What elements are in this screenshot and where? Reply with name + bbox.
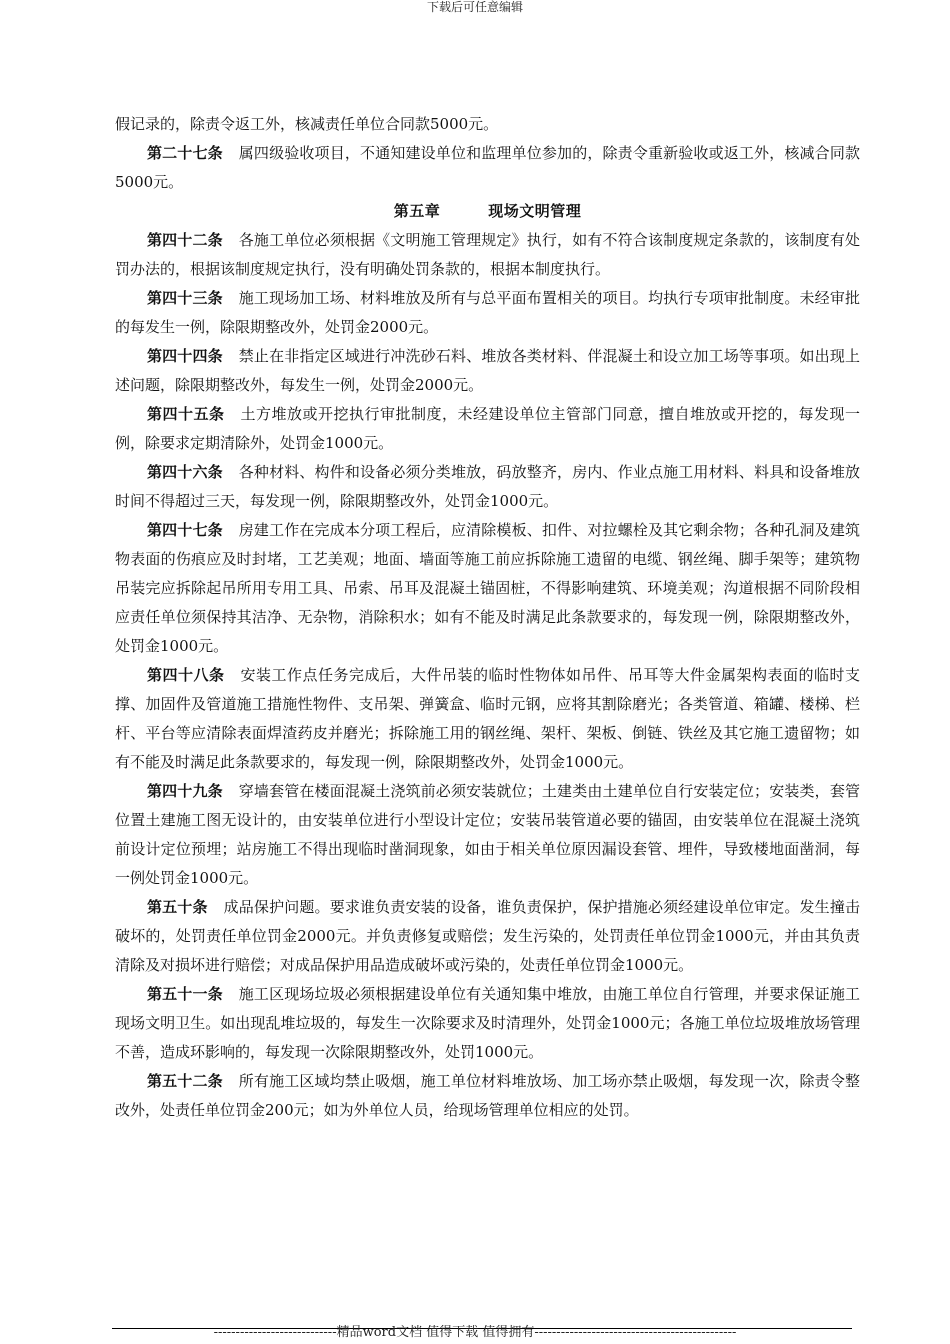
footer-note: ----------------------------精品word文档 值得下载 值得拥有---------------------------------------------- [213, 1325, 737, 1340]
download-note: 下载后可任意编辑 [426, 0, 523, 14]
article-46 [115, 458, 860, 516]
article-text: 土方堆放或开挖执行审批制度，未经建设单位主管部门同意，擅自堆放或开挖的，每发现一例，除要求定期清除外，处罚金1000元。 [115, 405, 860, 452]
chapter-heading [115, 197, 860, 226]
article-text: 施工区现场垃圾必须根据建设单位有关通知集中堆放，由施工单位自行管理，并要求保证施工现场文明卫生。如出现乱堆垃圾的，每发生一次除要求及时清理外，处罚金1000元；各施工单位垃圾堆放场管理不善，造成环影响的，每发现一次除限期整改外，处罚1000元。 [115, 985, 860, 1061]
article-title: 第四十六条 [147, 463, 223, 481]
article-47 [115, 516, 860, 661]
article-51 [115, 980, 860, 1067]
chapter-number: 第五章 [393, 202, 441, 220]
article-title: 第五十二条 [147, 1072, 223, 1090]
article-48 [115, 661, 860, 777]
article-text: 各种材料、构件和设备必须分类堆放，码放整齐，房内、作业点施工用材料、料具和设备堆放时间不得超过三天，每发现一例，除限期整改外，处罚金1000元。 [115, 463, 860, 510]
article-title: 第五十条 [147, 898, 208, 916]
article-text: 安装工作点任务完成后，大件吊装的临时性物体如吊件、吊耳等大件金属架构表面的临时支撑、加固件及管道施工措施性物件、支吊架、弹簧盒、临时元钢，应将其割除磨光；各类管道、箱罐、楼梯、栏杆、平台等应清除表面焊渣药皮并磨光；拆除施工用的钢丝绳、架杆、架板、倒链、铁丝及其它施工遗留物；如有不能及时满足此条款要求的，每发现一例，除限期整改外，处罚金1000元。 [115, 666, 860, 771]
article-text: 禁止在非指定区域进行冲洗砂石料、堆放各类材料、伴混凝土和设立加工场等事项。如出现上述问题，除限期整改外，每发生一例，处罚金2000元。 [115, 347, 860, 394]
article-text: 成品保护问题。要求谁负责安装的设备，谁负责保护，保护措施必须经建设单位审定。发生撞击破坏的，处罚责任单位罚金2000元。并负责修复或赔偿；发生污染的，处罚责任单位罚金1000元，并由其负责清除及对损坏进行赔偿；对成品保护用品造成破坏或污染的，处责任单位罚金1000元。 [115, 898, 860, 974]
article-42 [115, 226, 860, 284]
article-title: 第四十五条 [147, 405, 225, 423]
article-title: 第四十二条 [147, 231, 223, 249]
article-text: 属四级验收项目，不通知建设单位和监理单位参加的，除责令重新验收或返工外，核减合同款5000元。 [115, 144, 860, 191]
article-49 [115, 777, 860, 893]
article-43 [115, 284, 860, 342]
article-title: 第四十四条 [147, 347, 223, 365]
article-text: 房建工作在完成本分项工程后，应清除模板、扣件、对拉螺栓及其它剩余物；各种孔洞及建筑物表面的伤痕应及时封堵，工艺美观；地面、墙面等施工前应拆除施工遗留的电缆、钢丝绳、脚手架等；建筑物吊装完应拆除起吊所用专用工具、吊索、吊耳及混凝土锚固桩，不得影响建筑、环境美观；沟道根据不同阶段相应责任单位须保持其洁净、无杂物，消除积水；如有不能及时满足此条款要求的，每发现一例，除限期整改外，处罚金1000元。 [115, 521, 860, 655]
article-44 [115, 342, 860, 400]
article-title: 第四十三条 [147, 289, 223, 307]
article-27 [115, 139, 860, 197]
article-title: 第四十八条 [147, 666, 225, 684]
article-text: 各施工单位必须根据《文明施工管理规定》执行，如有不符合该制度规定条款的，该制度有处罚办法的，根据该制度规定执行，没有明确处罚条款的，根据本制度执行。 [115, 231, 860, 278]
article-45 [115, 400, 860, 458]
article-text: 所有施工区域均禁止吸烟，施工单位材料堆放场、加工场亦禁止吸烟，每发现一次，除责令整改外，处责任单位罚金200元；如为外单位人员，给现场管理单位相应的处罚。 [115, 1072, 860, 1119]
paragraph-text: 假记录的，除责令返工外，核减责任单位合同款5000元。 [115, 115, 499, 133]
article-title: 第二十七条 [147, 144, 223, 162]
article-title: 第五十一条 [147, 985, 223, 1003]
article-50 [115, 893, 860, 980]
article-text: 施工现场加工场、材料堆放及所有与总平面布置相关的项目。均执行专项审批制度。未经审批的每发生一例，除限期整改外，处罚金2000元。 [115, 289, 860, 336]
article-title: 第四十七条 [147, 521, 223, 539]
document-body [115, 110, 860, 1125]
article-title: 第四十九条 [147, 782, 223, 800]
paragraph-continuation [115, 110, 860, 139]
article-52 [115, 1067, 860, 1125]
article-text: 穿墙套管在楼面混凝土浇筑前必须安装就位；土建类由土建单位自行安装定位；安装类，套管位置土建施工图无设计的，由安装单位进行小型设计定位；安装吊装管道必要的锚固，由安装单位在混凝土浇筑前设计定位预埋；站房施工不得出现临时凿洞现象，如由于相关单位原因漏设套管、埋件，导致楼地面凿洞，每一例处罚金1000元。 [115, 782, 860, 887]
chapter-name: 现场文明管理 [488, 202, 582, 220]
